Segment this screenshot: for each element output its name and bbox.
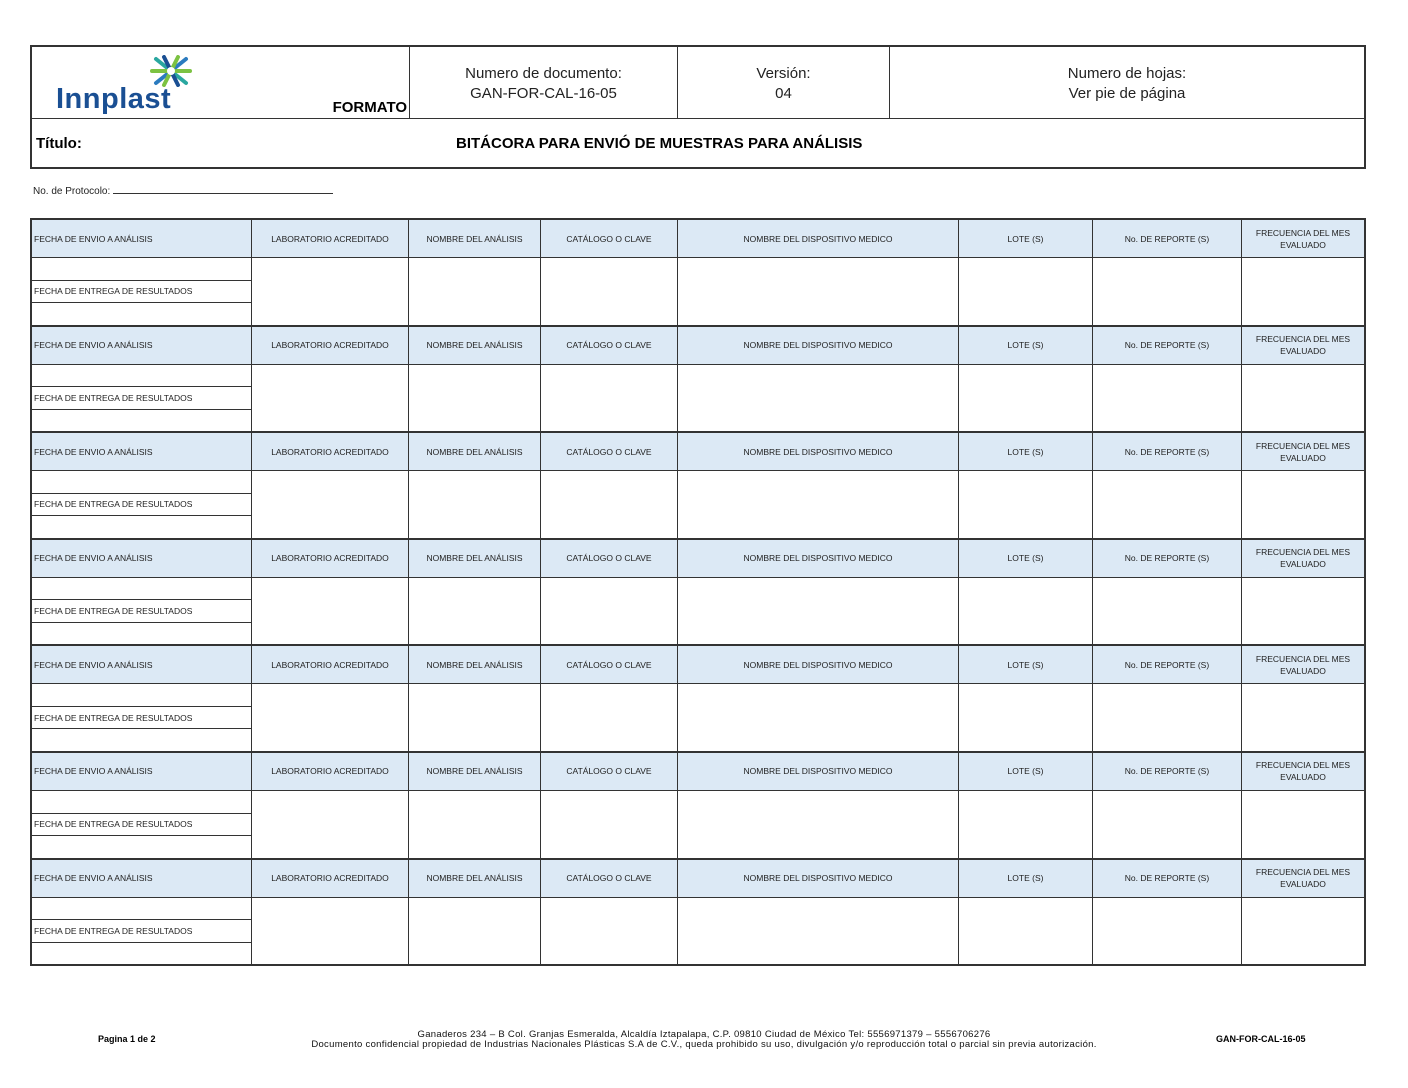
company-logo: [56, 55, 236, 115]
header-catalog-key: CATÁLOGO O CLAVE: [541, 327, 678, 364]
column-header-row: [32, 753, 1364, 791]
entry-row: [32, 578, 1364, 645]
header-lot: LOTE (S): [959, 646, 1093, 683]
header-month-frequency: FRECUENCIA DEL MES EVALUADO: [1255, 760, 1351, 783]
sheets-cell: [890, 47, 1364, 118]
header-accredited-lab: LABORATORIO ACREDITADO: [252, 433, 409, 470]
header-send-date: FECHA DE ENVIO A ANÁLISIS: [32, 220, 252, 257]
delivery-date-input[interactable]: [32, 623, 251, 645]
header-report-number: No. DE REPORTE (S): [1093, 860, 1242, 897]
catalog-key-input[interactable]: [541, 258, 678, 325]
doc-number-value: GAN-FOR-CAL-16-05: [470, 85, 617, 102]
version-cell: [678, 47, 890, 118]
header-analysis-name: NOMBRE DEL ANÁLISIS: [409, 753, 541, 790]
header-catalog-key: CATÁLOGO O CLAVE: [541, 753, 678, 790]
header-catalog-key: CATÁLOGO O CLAVE: [541, 860, 678, 897]
page-number: Pagina 1 de 2: [98, 1034, 156, 1044]
delivery-date-label: FECHA DE ENTREGA DE RESULTADOS: [32, 387, 251, 410]
delivery-date-input[interactable]: [32, 943, 251, 965]
catalog-key-input[interactable]: [541, 898, 678, 965]
logo-cell: [32, 47, 410, 118]
version-value: 04: [775, 85, 792, 102]
report-number-input[interactable]: [1093, 898, 1242, 965]
protocol-field[interactable]: [33, 185, 333, 197]
entry-row: [32, 365, 1364, 432]
accredited-lab-input[interactable]: [252, 898, 409, 965]
header-month-frequency: FRECUENCIA DEL MES EVALUADO: [1255, 653, 1351, 676]
header-send-date: FECHA DE ENVIO A ANÁLISIS: [32, 540, 252, 577]
header-device-name: NOMBRE DEL DISPOSITIVO MEDICO: [678, 753, 959, 790]
entry-row: [32, 471, 1364, 538]
sheets-value: Ver pie de página: [1068, 85, 1186, 102]
header-analysis-name: NOMBRE DEL ANÁLISIS: [409, 327, 541, 364]
lot-input[interactable]: [959, 365, 1093, 432]
header-send-date: FECHA DE ENVIO A ANÁLISIS: [32, 860, 252, 897]
header-report-number: No. DE REPORTE (S): [1093, 540, 1242, 577]
header-catalog-key: CATÁLOGO O CLAVE: [541, 646, 678, 683]
report-number-input[interactable]: [1093, 578, 1242, 645]
document-header: [30, 45, 1366, 169]
catalog-key-input[interactable]: [541, 791, 678, 858]
header-send-date: FECHA DE ENVIO A ANÁLISIS: [32, 433, 252, 470]
report-number-input[interactable]: [1093, 258, 1242, 325]
report-number-input[interactable]: [1093, 365, 1242, 432]
header-lot: LOTE (S): [959, 753, 1093, 790]
header-month-frequency: FRECUENCIA DEL MES EVALUADO: [1255, 547, 1351, 570]
device-name-input[interactable]: [678, 471, 959, 538]
device-name-input[interactable]: [678, 578, 959, 645]
entry-row: [32, 791, 1364, 858]
header-catalog-key: CATÁLOGO O CLAVE: [541, 220, 678, 257]
date-cells: [32, 898, 252, 965]
device-name-input[interactable]: [678, 258, 959, 325]
title-row: [32, 119, 1364, 169]
accredited-lab-input[interactable]: [252, 471, 409, 538]
header-device-name: NOMBRE DEL DISPOSITIVO MEDICO: [678, 327, 959, 364]
device-name-input[interactable]: [678, 898, 959, 965]
header-device-name: NOMBRE DEL DISPOSITIVO MEDICO: [678, 220, 959, 257]
send-date-input[interactable]: [32, 578, 251, 601]
header-lot: LOTE (S): [959, 220, 1093, 257]
log-entry-block: [32, 327, 1364, 434]
header-report-number: No. DE REPORTE (S): [1093, 327, 1242, 364]
column-header-row: [32, 860, 1364, 898]
delivery-date-input[interactable]: [32, 303, 251, 325]
month-frequency-input[interactable]: [1242, 791, 1364, 858]
header-lot: LOTE (S): [959, 860, 1093, 897]
device-name-input[interactable]: [678, 684, 959, 751]
doc-number-cell: [410, 47, 678, 118]
month-frequency-input[interactable]: [1242, 578, 1364, 645]
send-date-input[interactable]: [32, 791, 251, 814]
lot-input[interactable]: [959, 898, 1093, 965]
send-date-input[interactable]: [32, 258, 251, 281]
header-report-number: No. DE REPORTE (S): [1093, 646, 1242, 683]
header-device-name: NOMBRE DEL DISPOSITIVO MEDICO: [678, 433, 959, 470]
month-frequency-input[interactable]: [1242, 365, 1364, 432]
log-entry-block: [32, 220, 1364, 327]
catalog-key-input[interactable]: [541, 684, 678, 751]
date-cells: [32, 365, 252, 432]
delivery-date-label: FECHA DE ENTREGA DE RESULTADOS: [32, 600, 251, 623]
date-cells: [32, 791, 252, 858]
entry-row: [32, 258, 1364, 325]
send-date-input[interactable]: [32, 365, 251, 388]
header-send-date: FECHA DE ENVIO A ANÁLISIS: [32, 646, 252, 683]
column-header-row: [32, 646, 1364, 684]
footer-confidential: Documento confidencial propiedad de Industrias Nacionales Plásticas S.A de C.V., queda prohibido su uso, divulgación y/o reproducción total o parcial sin previa autorización.: [311, 1039, 1097, 1050]
header-accredited-lab: LABORATORIO ACREDITADO: [252, 220, 409, 257]
header-month-frequency: FRECUENCIA DEL MES EVALUADO: [1255, 334, 1351, 357]
header-accredited-lab: LABORATORIO ACREDITADO: [252, 860, 409, 897]
analysis-name-input[interactable]: [409, 684, 541, 751]
lot-input[interactable]: [959, 471, 1093, 538]
header-lot: LOTE (S): [959, 327, 1093, 364]
header-month-frequency: FRECUENCIA DEL MES EVALUADO: [1255, 440, 1351, 463]
form-type-label: FORMATO: [332, 99, 407, 116]
header-send-date: FECHA DE ENVIO A ANÁLISIS: [32, 327, 252, 364]
accredited-lab-input[interactable]: [252, 258, 409, 325]
delivery-date-label: FECHA DE ENTREGA DE RESULTADOS: [32, 281, 251, 304]
lot-input[interactable]: [959, 684, 1093, 751]
footer-address: Ganaderos 234 – B Col. Granjas Esmeralda, Alcaldía Iztapalapa, C.P. 09810 Ciudad de México Tel: 5556971379 – 5556706276: [417, 1029, 991, 1040]
send-date-input[interactable]: [32, 471, 251, 494]
header-analysis-name: NOMBRE DEL ANÁLISIS: [409, 220, 541, 257]
accredited-lab-input[interactable]: [252, 791, 409, 858]
catalog-key-input[interactable]: [541, 578, 678, 645]
header-device-name: NOMBRE DEL DISPOSITIVO MEDICO: [678, 540, 959, 577]
lot-input[interactable]: [959, 791, 1093, 858]
column-header-row: [32, 327, 1364, 365]
analysis-name-input[interactable]: [409, 365, 541, 432]
analysis-name-input[interactable]: [409, 258, 541, 325]
analysis-name-input[interactable]: [409, 578, 541, 645]
analysis-name-input[interactable]: [409, 898, 541, 965]
header-catalog-key: CATÁLOGO O CLAVE: [541, 433, 678, 470]
header-lot: LOTE (S): [959, 540, 1093, 577]
header-device-name: NOMBRE DEL DISPOSITIVO MEDICO: [678, 646, 959, 683]
column-header-row: [32, 433, 1364, 471]
log-entry-block: [32, 753, 1364, 860]
entry-row: [32, 898, 1364, 965]
header-send-date: FECHA DE ENVIO A ANÁLISIS: [32, 753, 252, 790]
delivery-date-input[interactable]: [32, 516, 251, 538]
delivery-date-label: FECHA DE ENTREGA DE RESULTADOS: [32, 494, 251, 517]
catalog-key-input[interactable]: [541, 471, 678, 538]
title-label: Título:: [36, 135, 82, 152]
log-entry-block: [32, 540, 1364, 647]
header-analysis-name: NOMBRE DEL ANÁLISIS: [409, 646, 541, 683]
header-accredited-lab: LABORATORIO ACREDITADO: [252, 646, 409, 683]
header-analysis-name: NOMBRE DEL ANÁLISIS: [409, 860, 541, 897]
header-report-number: No. DE REPORTE (S): [1093, 753, 1242, 790]
delivery-date-input[interactable]: [32, 836, 251, 858]
date-cells: [32, 471, 252, 538]
delivery-date-label: FECHA DE ENTREGA DE RESULTADOS: [32, 814, 251, 837]
log-entry-block: [32, 433, 1364, 540]
entry-row: [32, 684, 1364, 751]
report-number-input[interactable]: [1093, 791, 1242, 858]
header-month-frequency: FRECUENCIA DEL MES EVALUADO: [1255, 867, 1351, 890]
column-header-row: [32, 220, 1364, 258]
lot-input[interactable]: [959, 258, 1093, 325]
sheets-label: Numero de hojas:: [1067, 65, 1187, 82]
header-accredited-lab: LABORATORIO ACREDITADO: [252, 540, 409, 577]
delivery-date-label: FECHA DE ENTREGA DE RESULTADOS: [32, 707, 251, 730]
month-frequency-input[interactable]: [1242, 898, 1364, 965]
document-title: BITÁCORA PARA ENVIÓ DE MUESTRAS PARA ANÁLISIS: [456, 135, 863, 152]
header-accredited-lab: LABORATORIO ACREDITADO: [252, 753, 409, 790]
column-header-row: [32, 540, 1364, 578]
delivery-date-input[interactable]: [32, 729, 251, 751]
accredited-lab-input[interactable]: [252, 365, 409, 432]
header-month-frequency: FRECUENCIA DEL MES EVALUADO: [1255, 227, 1351, 250]
header-lot: LOTE (S): [959, 433, 1093, 470]
header-report-number: No. DE REPORTE (S): [1093, 433, 1242, 470]
header-catalog-key: CATÁLOGO O CLAVE: [541, 540, 678, 577]
lot-input[interactable]: [959, 578, 1093, 645]
report-number-input[interactable]: [1093, 471, 1242, 538]
analysis-name-input[interactable]: [409, 791, 541, 858]
month-frequency-input[interactable]: [1242, 471, 1364, 538]
header-analysis-name: NOMBRE DEL ANÁLISIS: [409, 540, 541, 577]
analysis-name-input[interactable]: [409, 471, 541, 538]
catalog-key-input[interactable]: [541, 365, 678, 432]
log-entry-block: [32, 646, 1364, 753]
log-entry-block: [32, 860, 1364, 967]
delivery-date-input[interactable]: [32, 410, 251, 432]
header-device-name: NOMBRE DEL DISPOSITIVO MEDICO: [678, 860, 959, 897]
header-report-number: No. DE REPORTE (S): [1093, 220, 1242, 257]
date-cells: [32, 578, 252, 645]
protocol-input-line[interactable]: [113, 185, 333, 194]
month-frequency-input[interactable]: [1242, 258, 1364, 325]
company-name: Innplast: [56, 83, 172, 115]
header-accredited-lab: LABORATORIO ACREDITADO: [252, 327, 409, 364]
date-cells: [32, 258, 252, 325]
accredited-lab-input[interactable]: [252, 578, 409, 645]
report-number-input[interactable]: [1093, 684, 1242, 751]
accredited-lab-input[interactable]: [252, 684, 409, 751]
version-label: Versión:: [756, 65, 811, 82]
delivery-date-label: FECHA DE ENTREGA DE RESULTADOS: [32, 920, 251, 943]
month-frequency-input[interactable]: [1242, 684, 1364, 751]
device-name-input[interactable]: [678, 791, 959, 858]
send-date-input[interactable]: [32, 898, 251, 921]
header-analysis-name: NOMBRE DEL ANÁLISIS: [409, 433, 541, 470]
date-cells: [32, 684, 252, 751]
doc-number-label: Numero de documento:: [465, 65, 622, 82]
samples-log-table: [30, 218, 1366, 966]
device-name-input[interactable]: [678, 365, 959, 432]
footer-doc-code: GAN-FOR-CAL-16-05: [1216, 1034, 1306, 1044]
send-date-input[interactable]: [32, 684, 251, 707]
protocol-label: No. de Protocolo:: [33, 186, 111, 197]
